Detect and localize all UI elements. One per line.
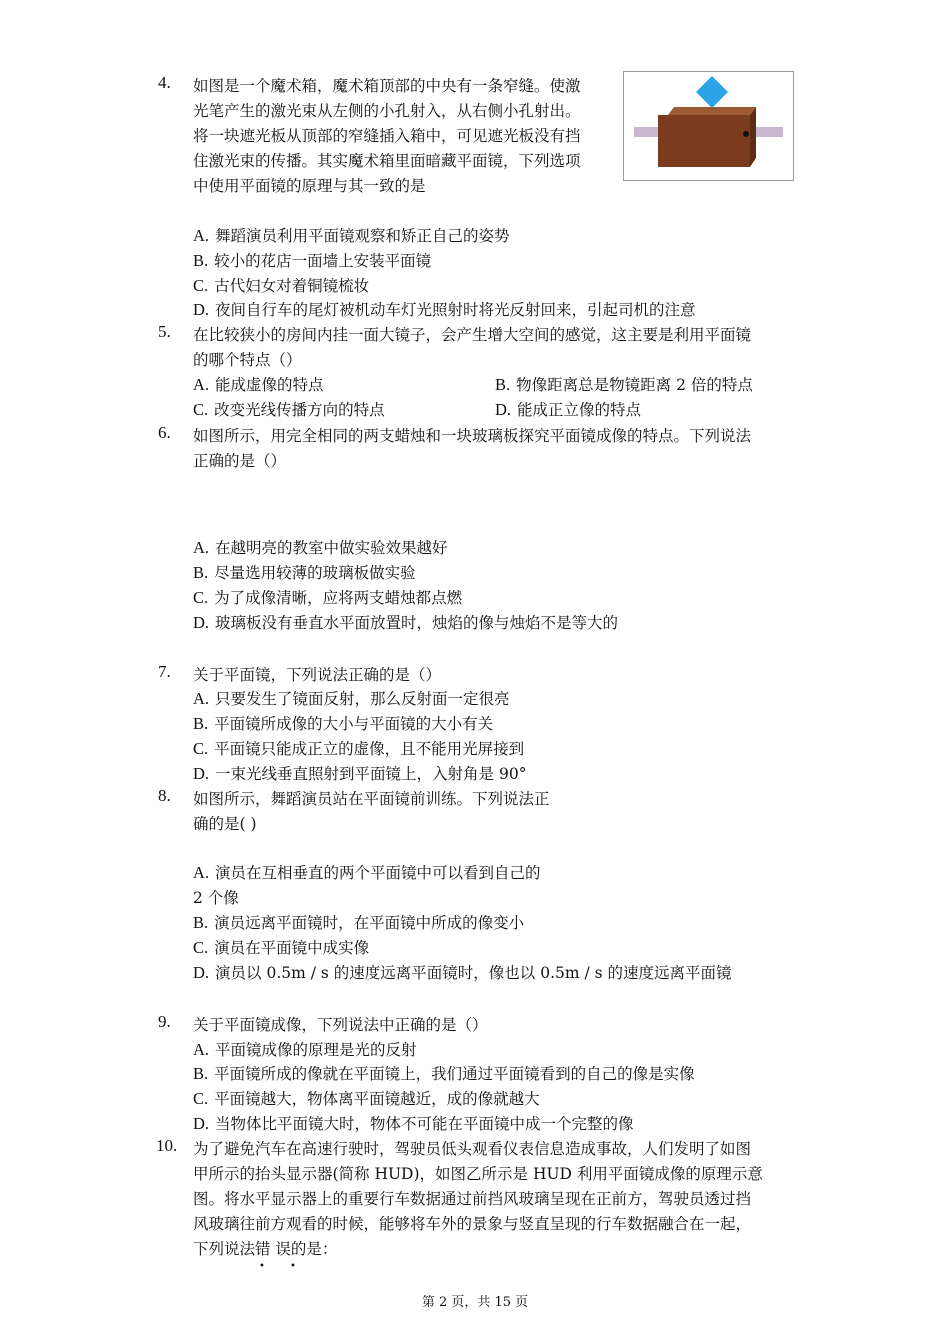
option-d: D. 一束光线垂直照射到平面镜上，入射角是 90°	[193, 764, 527, 783]
question-text-line: 如图所示，用完全相同的两支蜡烛和一块玻璃板探究平面镜成像的特点。下列说法	[193, 427, 752, 445]
option-c: C. 改变光线传播方向的特点	[193, 400, 385, 419]
box-side-face	[750, 107, 756, 167]
option-d: D. 演员以 0.5m / s 的速度远离平面镜时，像也以 0.5m / s 的速度远离平面镜	[193, 963, 732, 982]
question-text-line: 甲所示的抬头显示器(简称 HUD)，如图乙所示是 HUD 利用平面镜成像的原理示意	[193, 1165, 763, 1183]
option-a: A. 演员在互相垂直的两个平面镜中可以看到自己的	[193, 863, 541, 882]
question-number: 10.	[156, 1136, 178, 1155]
question-number: 4.	[158, 73, 171, 92]
question-text-line: 为了避免汽车在高速行驶时，驾驶员低头观看仪表信息造成事故，人们发明了如图	[193, 1140, 752, 1158]
option-d: D. 能成正立像的特点	[495, 400, 642, 419]
magic-box-illustration	[624, 72, 793, 180]
question-text-line: 图。将水平显示器上的重要行车数据通过前挡风玻璃呈现在正前方，驾驶员透过挡	[193, 1190, 752, 1208]
option-a: A. 能成虚像的特点	[193, 375, 324, 394]
option-c: C. 演员在平面镜中成实像	[193, 938, 370, 957]
option-b: B. 尽量选用较薄的玻璃板做实验	[193, 563, 416, 582]
question-text-line: 光笔产生的激光束从左侧的小孔射入，从右侧小孔射出。	[193, 102, 581, 120]
diamond-shield	[696, 76, 728, 108]
question-text-line: 的哪个特点（）	[193, 351, 302, 369]
box-hole	[743, 131, 749, 137]
option-a: A. 舞蹈演员利用平面镜观察和矫正自己的姿势	[193, 226, 510, 245]
option-a: A. 在越明亮的教室中做实验效果越好	[193, 538, 448, 557]
option-c: C. 平面镜只能成正立的虚像，且不能用光屏接到	[193, 739, 525, 758]
question-number: 9.	[158, 1012, 171, 1031]
question-text-line: 正确的是（）	[193, 452, 287, 470]
option-a: A. 只要发生了镜面反射，那么反射面一定很亮	[193, 689, 510, 708]
question-text-line: 在比较狭小的房间内挂一面大镜子，会产生增大空间的感觉，这主要是利用平面镜	[193, 326, 752, 344]
question-number: 8.	[158, 786, 171, 805]
box-front-face	[658, 115, 750, 167]
option-d: D. 夜间自行车的尾灯被机动车灯光照射时将光反射回来，引起司机的注意	[193, 300, 696, 319]
option-b: B. 演员远离平面镜时，在平面镜中所成的像变小	[193, 913, 525, 932]
question-text-line: 住激光束的传播。其实魔术箱里面暗藏平面镜，下列选项	[193, 152, 581, 170]
question-text-line: 关于平面镜，下列说法正确的是（）	[193, 666, 442, 684]
question-text-line: 中使用平面镜的原理与其一致的是	[193, 177, 426, 195]
option-b: B. 平面镜所成像的大小与平面镜的大小有关	[193, 714, 494, 733]
question-number: 6.	[158, 423, 171, 442]
option-a-continuation: 2 个像	[193, 889, 239, 907]
box-top-face	[668, 107, 756, 115]
question-number: 5.	[158, 322, 171, 341]
question-text-line: 如图是一个魔术箱，魔术箱顶部的中央有一条窄缝。使激	[193, 77, 581, 95]
question-text-line: 将一块遮光板从顶部的窄缝插入箱中，可见遮光板没有挡	[193, 127, 581, 145]
question-text-line: 如图所示，舞蹈演员站在平面镜前训练。下列说法正	[193, 790, 550, 808]
question-text-line: 风玻璃往前方观看的时候，能够将车外的景象与竖直呈现的行车数据融合在一起，	[193, 1215, 752, 1233]
option-b: B. 物像距离总是物镜距离 2 倍的特点	[495, 375, 753, 394]
question-text-line: 关于平面镜成像，下列说法中正确的是（）	[193, 1016, 488, 1034]
page-footer: 第 2 页，共 15 页	[421, 1295, 529, 1310]
question-number: 7.	[158, 662, 171, 681]
question-text-line: 下列说法错 误的是：	[193, 1240, 338, 1258]
emphasis-dot: •	[290, 1261, 296, 1272]
option-b: B. 平面镜所成的像就在平面镜上，我们通过平面镜看到的自己的像是实像	[193, 1064, 695, 1083]
option-d: D. 当物体比平面镜大时，物体不可能在平面镜中成一个完整的像	[193, 1114, 634, 1133]
option-b: B. 较小的花店一面墙上安装平面镜	[193, 251, 432, 270]
option-c: C. 平面镜越大，物体离平面镜越近，成的像就越大	[193, 1089, 540, 1108]
magic-box-figure	[623, 71, 794, 181]
emphasis-dot: •	[259, 1261, 265, 1272]
option-d: D. 玻璃板没有垂直水平面放置时，烛焰的像与烛焰不是等大的	[193, 613, 619, 632]
option-c: C. 为了成像清晰，应将两支蜡烛都点燃	[193, 588, 463, 607]
option-a: A. 平面镜成像的原理是光的反射	[193, 1040, 417, 1059]
option-c: C. 古代妇女对着铜镜梳妆	[193, 276, 370, 295]
question-text-line: 确的是( )	[193, 815, 257, 833]
